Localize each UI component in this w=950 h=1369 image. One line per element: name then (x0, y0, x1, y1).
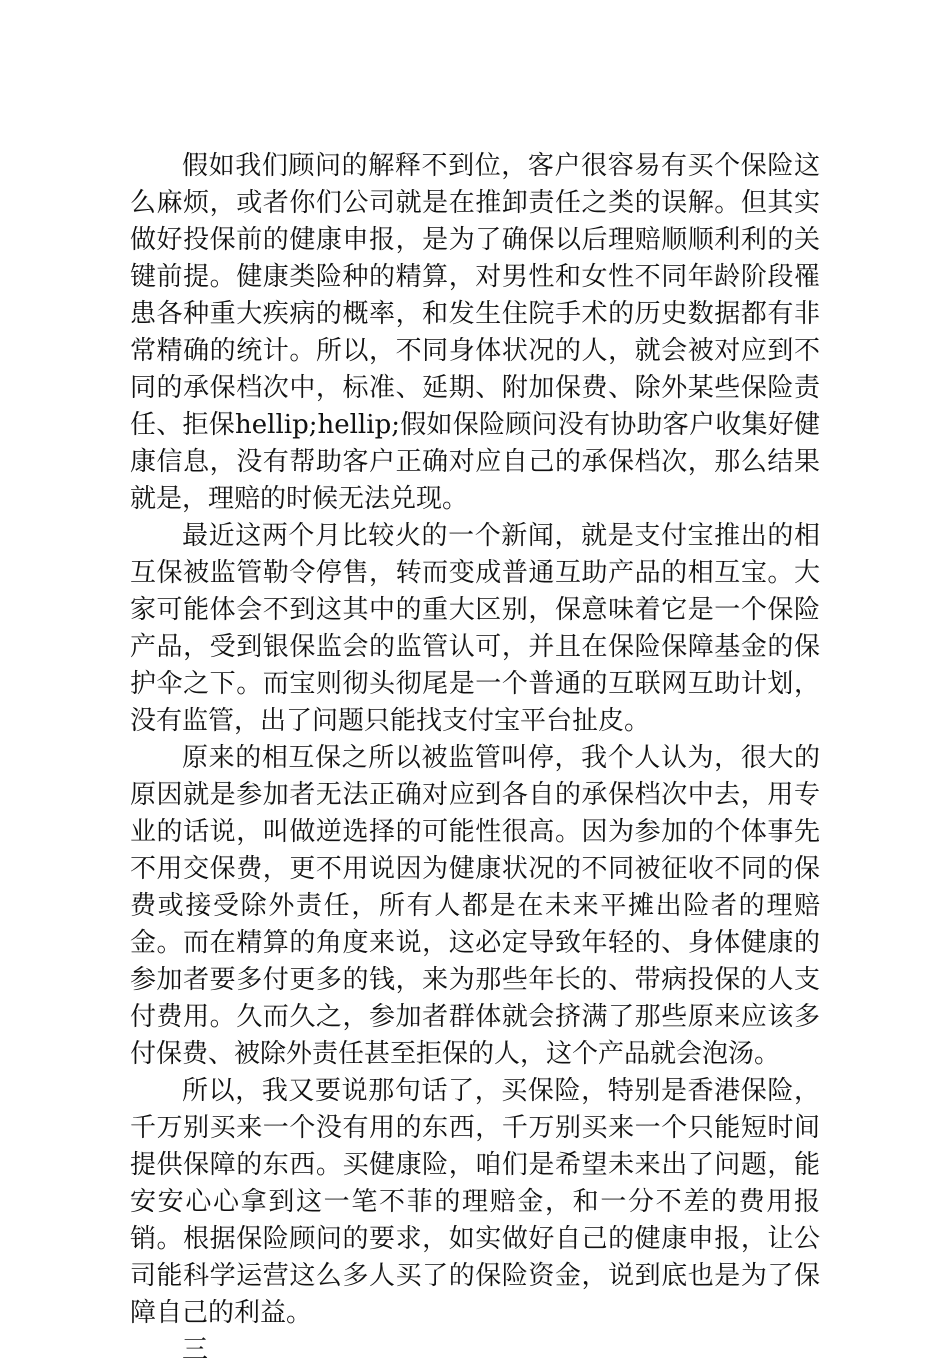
document-body (130, 148, 820, 1369)
paragraph-2: 最近这两个月比较火的一个新闻，就是支付宝推出的相互保被监管勒令停售，转而变成普通互助产品的相互宝。大家可能体会不到这其中的重大区别，保意味着它是一个保险产品，受到银保监会的监管认可，并且在保险保障基金的保护伞之下。而宝则彻头彻尾是一个普通的互联网互助计划，没有监管，出了问题只能找支付宝平台扯皮。 (130, 521, 820, 736)
section-number: 三 (182, 1335, 209, 1365)
paragraph-3: 原来的相互保之所以被监管叫停，我个人认为，很大的原因就是参加者无法正确对应到各自的承保档次中去，用专业的话说，叫做逆选择的可能性很高。因为参加的个体事先不用交保费，更不用说因为健康状况的不同被征收不同的保费或接受除外责任，所有人都是在未来平摊出险者的理赔金。而在精算的角度来说，这必定导致年轻的、身体健康的参加者要多付更多的钱，来为那些年长的、带病投保的人支付费用。久而久之，参加者群体就会挤满了那些原来应该多付保费、被除外责任甚至拒保的人，这个产品就会泡汤。 (130, 743, 820, 1069)
paragraph-1: 假如我们顾问的解释不到位，客户很容易有买个保险这么麻烦，或者你们公司就是在推卸责任之类的误解。但其实做好投保前的健康申报，是为了确保以后理赔顺顺利利的关键前提。健康类险种的精算，对男性和女性不同年龄阶段罹患各种重大疾病的概率，和发生住院手术的历史数据都有非常精确的统计。所以，不同身体状况的人，就会被对应到不同的承保档次中，标准、延期、附加保费、除外某些保险责任、拒保hellip;hellip;假如保险顾问没有协助客户收集好健康信息，没有帮助客户正确对应自己的承保档次，那么结果就是，理赔的时候无法兑现。 (130, 151, 820, 514)
paragraph-4: 所以，我又要说那句话了，买保险，特别是香港保险，千万别买来一个没有用的东西，千万别买来一个只能短时间提供保障的东西。买健康险，咱们是希望未来出了问题，能安安心心拿到这一笔不菲的理赔金，和一分不差的费用报销。根据保险顾问的要求，如实做好自己的健康申报，让公司能科学运营这么多人买了的保险资金，说到底也是为了保障自己的利益。 (130, 1076, 820, 1328)
